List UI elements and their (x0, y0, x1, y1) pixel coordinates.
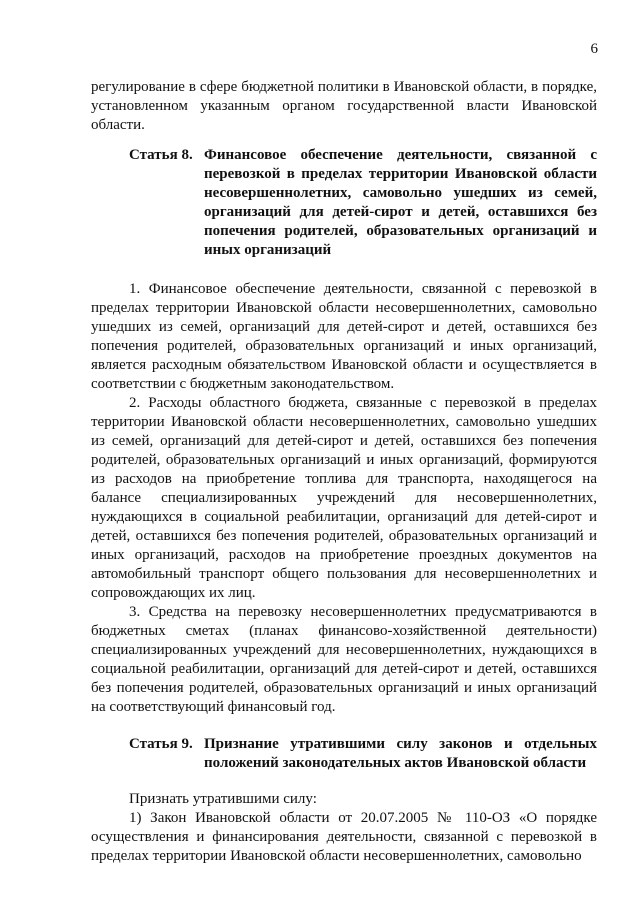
article-9-paragraph-1: Признать утратившими силу: (129, 791, 317, 807)
document-body (91, 78, 597, 866)
page-number: 6 (590, 41, 598, 57)
spacer (91, 773, 597, 790)
article-9-paragraph-2: 1) Закон Ивановской области от 20.07.2005 № 110-ОЗ «О порядке осуществления и финансирования деятельности, связанной с перевозкой в пределах территории Ивановской области несовершеннолетних, самовольно (91, 810, 597, 864)
article-8-paragraph-3: 3. Средства на перевозку несовершеннолетних предусматриваются в бюджетных сметах (планах финансово-хозяйственной деятельности) специализированных учреждений для несовершеннолетних, нуждающихся в социальной реабилитации, организаций для детей-сирот и детей, оставшихся без попечения родителей, образовательных организаций и иных организаций на соответствующий финансовый год. (91, 604, 597, 715)
article-9-label: Статья 9. (129, 736, 193, 752)
article-9-title: Признание утратившими силу законов и отдельных положений законодательных актов Ивановской области (204, 736, 597, 771)
spacer (91, 260, 597, 280)
article-8-heading (91, 146, 597, 260)
article-8-title: Финансовое обеспечение деятельности, связанной с перевозкой в пределах территории Ивановской области несовершеннолетних, самовольно ушедших из семей, организаций для детей-сирот и детей, оставшихся без попечения родителей, образовательных организаций и иных организаций (204, 147, 597, 258)
intro-paragraph: регулирование в сфере бюджетной политики в Ивановской области, в порядке, установленном указанным органом государственной власти Ивановской области. (91, 79, 597, 133)
spacer (91, 135, 597, 146)
article-8-paragraph-2: 2. Расходы областного бюджета, связанные с перевозкой в пределах территории Ивановской области несовершеннолетних, самовольно ушедших из семей, организаций для детей-сирот и детей, оставшихся без попечения родителей, образовательных организаций и иных организаций, формируются из расходов на приобретение топлива для транспорта, находящегося на балансе специализированных учреждений для несовершеннолетних, нуждающихся в социальной реабилитации, организаций для детей-сирот и детей, оставшихся без попечения родителей, образовательных организаций и иных организаций, расходов на приобретение проездных документов на автомобильный транспорт общего пользования для несовершеннолетних и сопровождающих их лиц. (91, 395, 597, 601)
article-8-label: Статья 8. (129, 147, 193, 163)
article-9-heading (91, 735, 597, 773)
article-8-paragraph-1: 1. Финансовое обеспечение деятельности, связанной с перевозкой в пределах территории Ивановской области несовершеннолетних, самовольно ушедших из семей, организаций для детей-сирот и детей, оставшихся без попечения родителей, образовательных организаций и иных организаций, является расходным обязательством Ивановской области и осуществляется в соответствии с бюджетным законодательством. (91, 281, 597, 392)
spacer (91, 717, 597, 735)
